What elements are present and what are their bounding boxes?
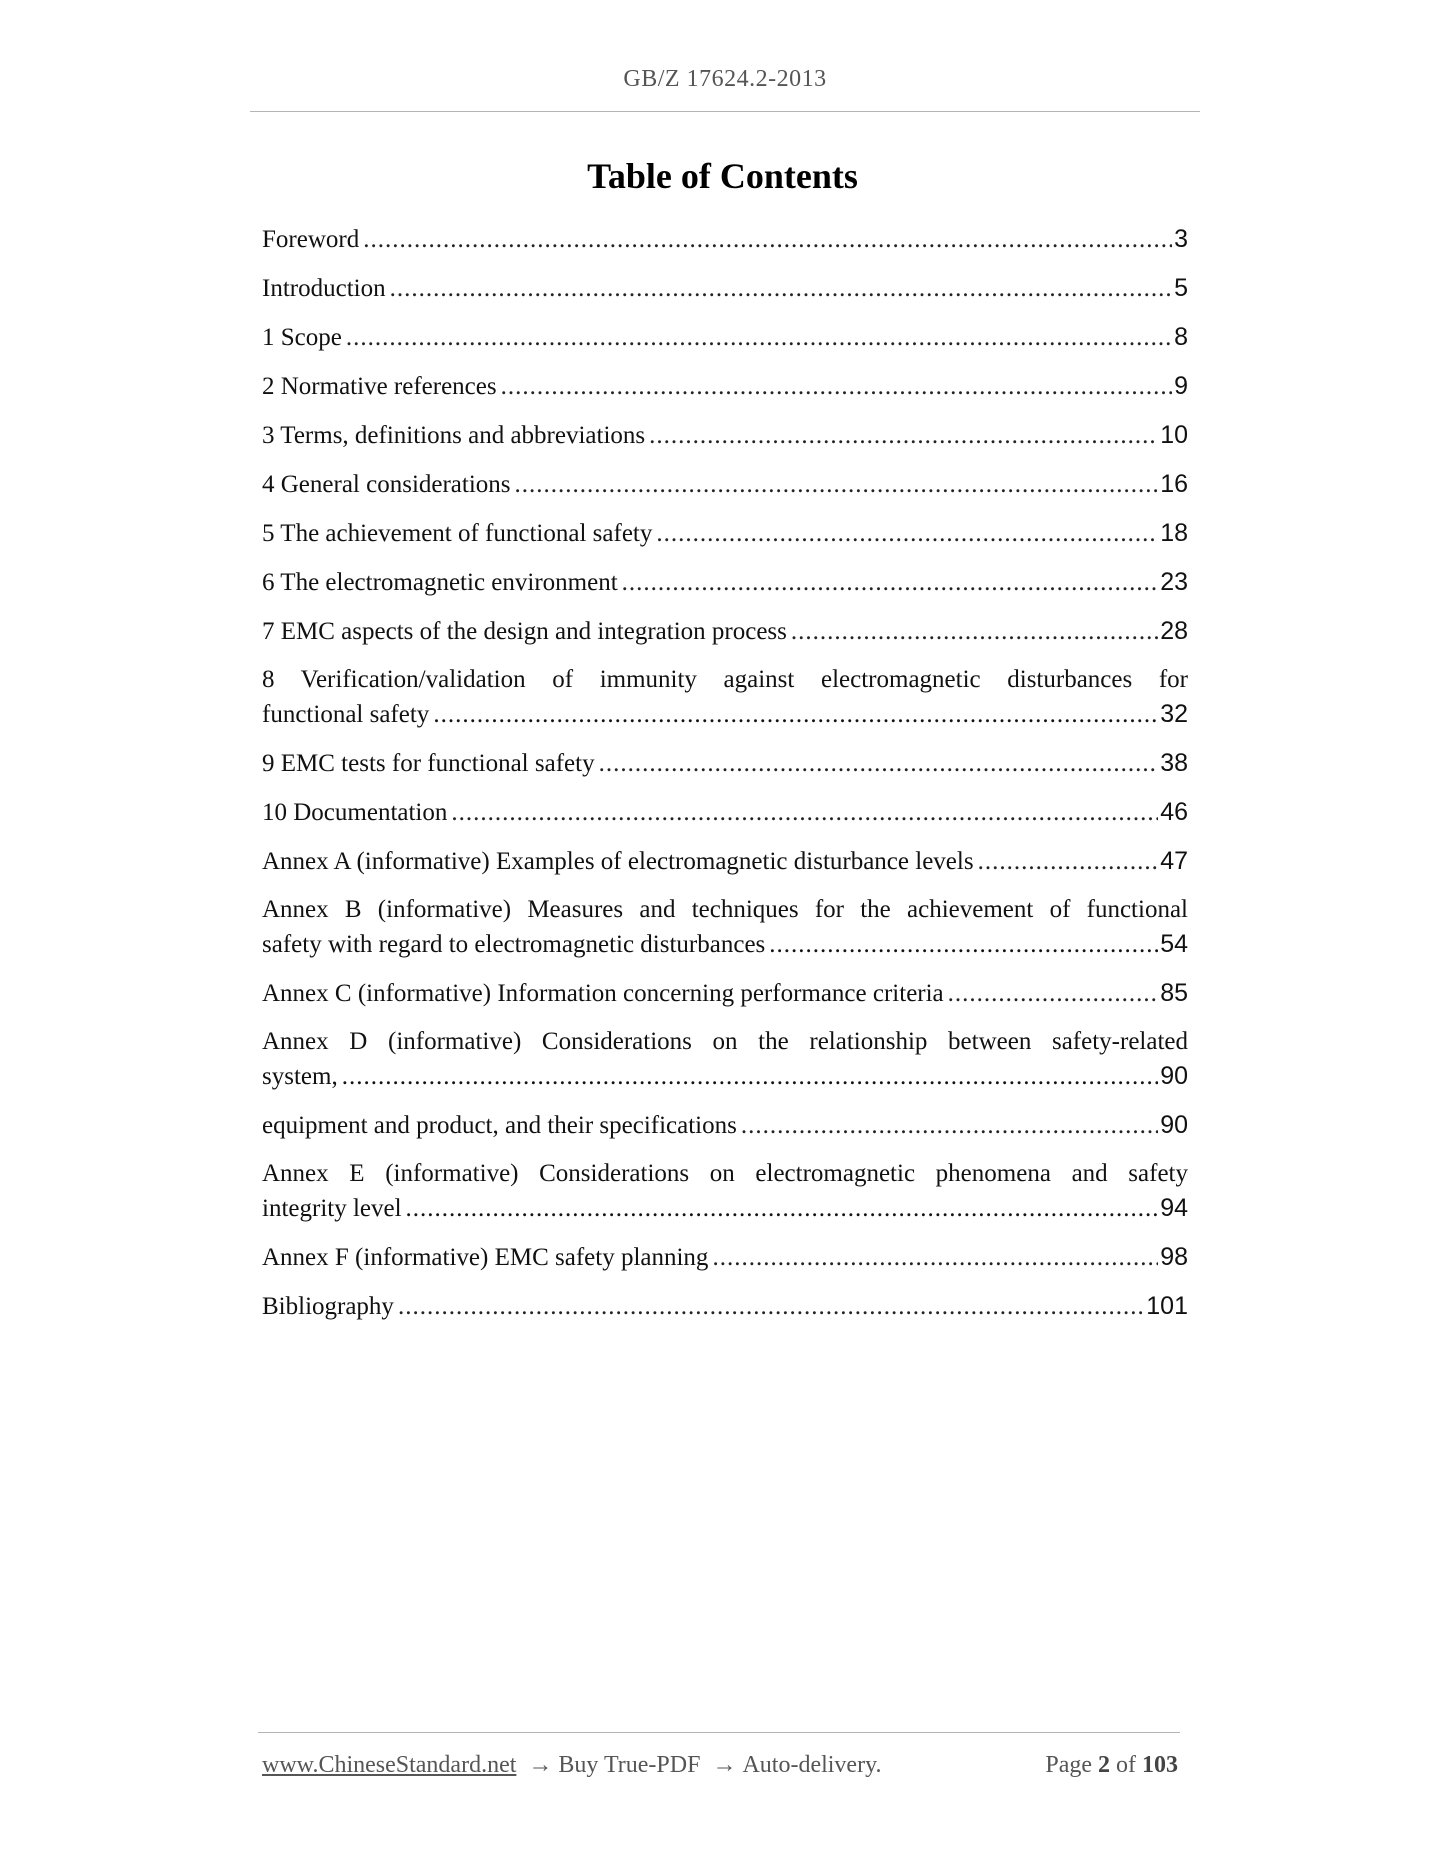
dot-leader [398,1290,1144,1324]
toc-entry-label: 5 The achievement of functional safety [262,520,653,547]
dot-leader [712,1241,1158,1275]
toc-entry-functional-safety[interactable] [262,516,1188,551]
toc-entry-annex-a[interactable] [262,844,1188,879]
toc-entry-label: 6 The electromagnetic environment [262,569,618,596]
toc-entry-label: Annex F (informative) EMC safety planning [262,1244,709,1271]
toc-entry-documentation[interactable] [262,795,1188,830]
toc-entry-introduction[interactable] [262,271,1188,306]
toc-entry-label: 2 Normative references [262,373,497,400]
toc-entry-emc-aspects[interactable] [262,614,1188,649]
toc-entry-annex-f[interactable] [262,1240,1188,1275]
total-pages: 103 [1142,1752,1178,1778]
dot-leader [501,370,1172,404]
dot-leader [342,1060,1158,1094]
toc-page-number: 47 [1160,847,1188,875]
toc-page-number: 28 [1160,617,1188,645]
toc-entry-line1: Annex D (informative) Considerations on the relationship between safety-related [262,1028,1188,1055]
toc-entry-annex-c[interactable] [262,976,1188,1011]
toc-entry-label: functional safety [262,701,430,728]
toc-entry-normative-references[interactable] [262,369,1188,404]
toc-entry-label: 9 EMC tests for functional safety [262,750,595,777]
toc-entry-line1: Annex E (informative) Considerations on electromagnetic phenomena and safety [262,1160,1188,1187]
arrow-right-icon: → [712,1752,737,1778]
toc-entry-label: 4 General considerations [262,471,511,498]
toc-entry-scope[interactable] [262,320,1188,355]
dot-leader [451,796,1158,830]
dot-leader [406,1192,1159,1226]
toc-page-number: 46 [1160,798,1188,826]
toc-page-number: 38 [1160,749,1188,777]
toc-entry-terms[interactable] [262,418,1188,453]
dot-leader [433,698,1158,732]
toc-page-number: 98 [1160,1243,1188,1271]
toc-entry-label: Bibliography [262,1293,394,1320]
toc-page-number: 32 [1160,700,1188,728]
dot-leader [390,272,1173,306]
dot-leader [656,517,1158,551]
toc-entry-label: system, [262,1063,338,1090]
toc-entry-annex-d[interactable] [262,1025,1188,1094]
site-link[interactable]: www.ChineseStandard.net [262,1752,517,1778]
document-id: GB/Z 17624.2-2013 [623,66,827,92]
toc-page-number: 8 [1174,323,1188,351]
toc-entry-label: 3 Terms, definitions and abbreviations [262,422,646,449]
footer-divider [258,1732,1180,1733]
buy-text: Buy True-PDF [558,1752,701,1778]
current-page: 2 [1098,1752,1110,1778]
toc-page-number: 18 [1160,519,1188,547]
toc-page-number: 94 [1160,1194,1188,1222]
toc-entry-general-considerations[interactable] [262,467,1188,502]
toc-page-number: 5 [1174,274,1188,302]
toc-entry-label: 10 Documentation [262,799,448,826]
toc-entry-label: Annex A (informative) Examples of electromagnetic disturbance levels [262,848,974,875]
toc-entry-foreword[interactable] [262,222,1188,257]
toc-entry-verification-validation[interactable] [262,663,1188,732]
toc-title: Table of Contents [587,156,858,196]
toc-entry-emc-tests[interactable] [262,746,1188,781]
page-indicator [1045,1752,1178,1779]
toc-page-number: 101 [1146,1292,1188,1320]
toc-entry-label: Foreword [262,226,360,253]
toc-entry-label: safety with regard to electromagnetic disturbances [262,931,766,958]
dot-leader [649,419,1158,453]
toc-entry-label: Introduction [262,275,386,302]
dot-leader [346,321,1172,355]
page-header [250,0,1200,112]
dot-leader [948,977,1159,1011]
table-of-contents [262,222,1188,1338]
toc-page-number: 90 [1160,1062,1188,1090]
dot-leader [622,566,1159,600]
toc-entry-label: 7 EMC aspects of the design and integration process [262,618,787,645]
of-word: of [1116,1752,1136,1778]
toc-entry-line1: 8 Verification/validation of immunity against electromagnetic disturbances for [262,666,1188,693]
dot-leader [769,928,1158,962]
toc-entry-electromagnetic-environment[interactable] [262,565,1188,600]
toc-entry-label: equipment and product, and their specifications [262,1112,737,1139]
toc-entry-label: integrity level [262,1195,402,1222]
dot-leader [791,615,1158,649]
toc-entry-line1: Annex B (informative) Measures and techniques for the achievement of functional [262,896,1188,923]
toc-page-number: 54 [1160,930,1188,958]
dot-leader [741,1109,1158,1143]
toc-page-number: 16 [1160,470,1188,498]
toc-entry-bibliography[interactable] [262,1289,1188,1324]
toc-page-number: 9 [1174,372,1188,400]
toc-entry-equipment-product[interactable] [262,1108,1188,1143]
toc-page-number: 10 [1160,421,1188,449]
dot-leader [599,747,1159,781]
toc-page-number: 23 [1160,568,1188,596]
toc-page-number: 85 [1160,979,1188,1007]
toc-entry-label: 1 Scope [262,324,342,351]
page-word: Page [1045,1752,1092,1778]
toc-entry-annex-b[interactable] [262,893,1188,962]
delivery-text: Auto-delivery. [742,1752,882,1778]
dot-leader [363,223,1172,257]
toc-entry-label: Annex C (informative) Information concerning performance criteria [262,980,944,1007]
footer-promo [262,1752,882,1779]
toc-page-number: 90 [1160,1111,1188,1139]
dot-leader [515,468,1159,502]
dot-leader [978,845,1159,879]
arrow-right-icon: → [528,1752,553,1778]
toc-page-number: 3 [1174,225,1188,253]
toc-entry-annex-e[interactable] [262,1157,1188,1226]
